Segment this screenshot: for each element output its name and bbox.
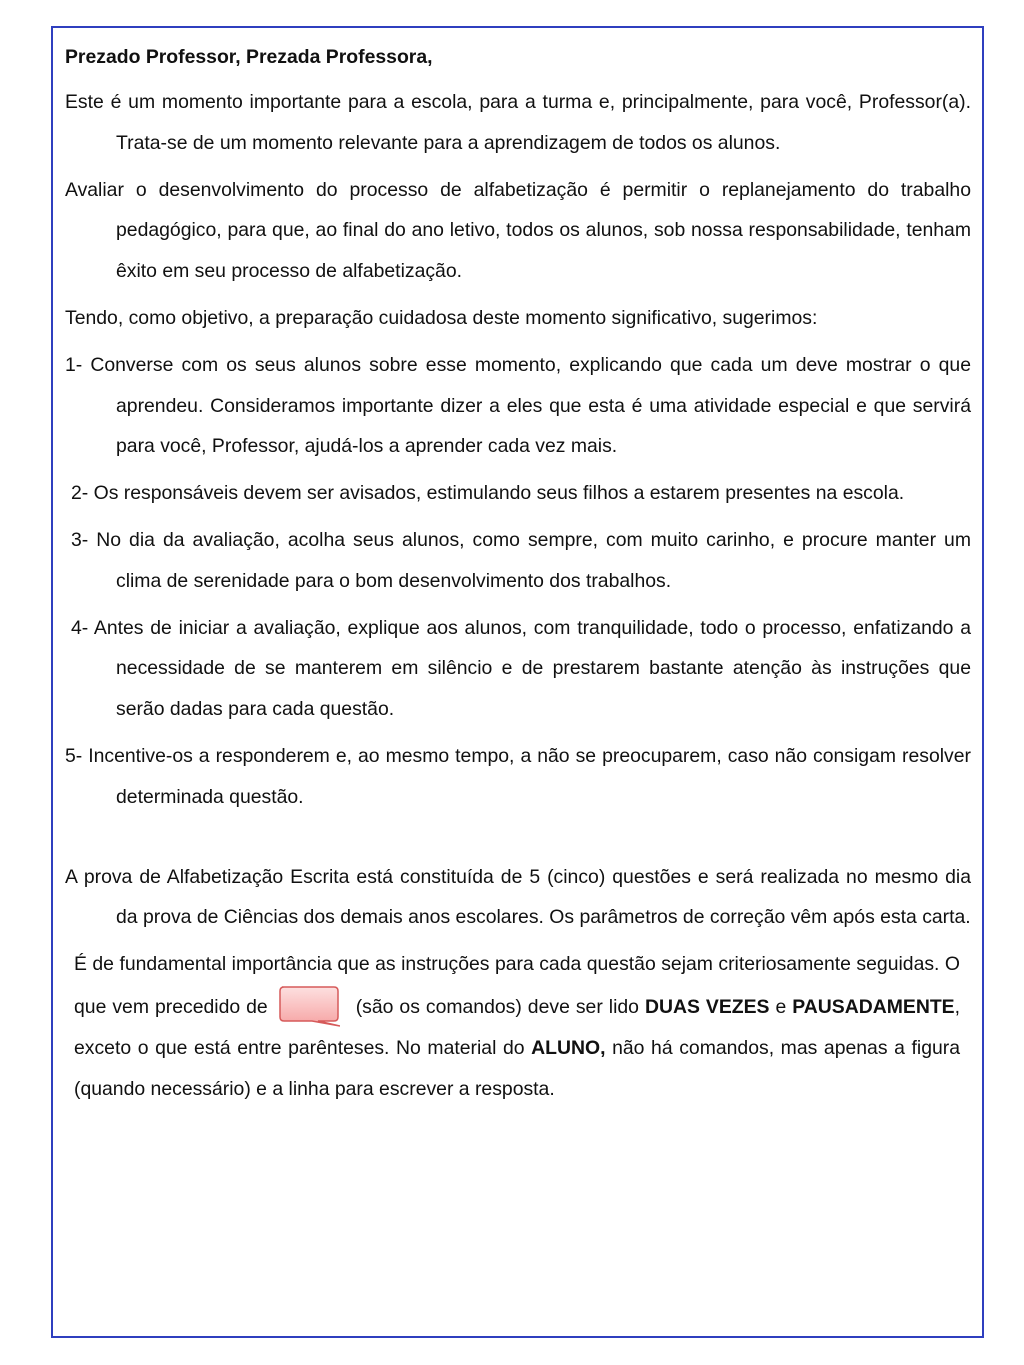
suggestion-5: 5- Incentive-os a responderem e, ao mesmo tempo, a não se preocuparem, caso não consigam resolver determinada questão. [65,744,971,808]
bold-pausadamente: PAUSADAMENTE [792,996,955,1019]
speech-bubble-icon [278,985,340,1025]
letter-body [65,38,971,1110]
paragraph-suggestions-lead: Tendo, como objetivo, a preparação cuidadosa deste momento significativo, sugerimos: [65,306,818,329]
instructions-part-2: (são os comandos) deve ser lido [355,996,639,1019]
instructions-part-4: não há comandos, mas apenas a figura (quando necessário) e a linha para escrever a resposta. [74,1037,961,1101]
greeting: Prezado Professor, Prezada Professora, [65,46,433,68]
suggestion-1: 1- Converse com os seus alunos sobre esse momento, explicando que cada um deve mostrar o que aprendeu. Consideramos importante dizer a eles que esta é uma atividade especial e que servirá para você, Professor, ajudá-los a aprender cada vez mais. [65,353,971,458]
paragraph-exam: A prova de Alfabetização Escrita está constituída de 5 (cinco) questões e será realizada no mesmo dia da prova de Ciências dos demais anos escolares. Os parâmetros de correção vêm após esta carta. [65,865,971,929]
bold-duas-vezes: DUAS VEZES [644,996,770,1019]
instructions-part-1: É de fundamental importância que as instruções para cada questão sejam criteriosamente seguidas. O que vem precedido de [74,953,960,1019]
spacer [65,824,971,857]
suggestion-3: 3- No dia da avaliação, acolha seus alunos, como sempre, com muito carinho, e procure manter um clima de serenidade para o bom desenvolvimento dos trabalhos. [71,528,971,592]
bold-aluno: ALUNO, [531,1037,606,1060]
suggestion-2: 2- Os responsáveis devem ser avisados, estimulando seus filhos a estarem presentes na escola. [71,482,905,505]
suggestion-4: 4- Antes de iniciar a avaliação, explique aos alunos, com tranquilidade, todo o processo, enfatizando a necessidade de se manterem em silêncio e de prestarem bastante atenção às instruções que serão dadas para cada questão. [71,616,971,721]
paragraph-evaluation: Avaliar o desenvolvimento do processo de alfabetização é permitir o replanejamento do trabalho pedagógico, para que, ao final do ano letivo, todos os alunos, sob nossa responsabilidade, tenham êxito em seu processo de alfabetização. [65,178,971,283]
instructions-and: e [775,996,787,1019]
instructions-part-3: , exceto o que está entre parênteses. No material do [74,996,960,1060]
paragraph-intro: Este é um momento importante para a escola, para a turma e, principalmente, para você, Professor(a). Trata-se de um momento relevante para a aprendizagem de todos os alunos. [65,91,971,154]
paragraph-instructions [65,944,971,1110]
